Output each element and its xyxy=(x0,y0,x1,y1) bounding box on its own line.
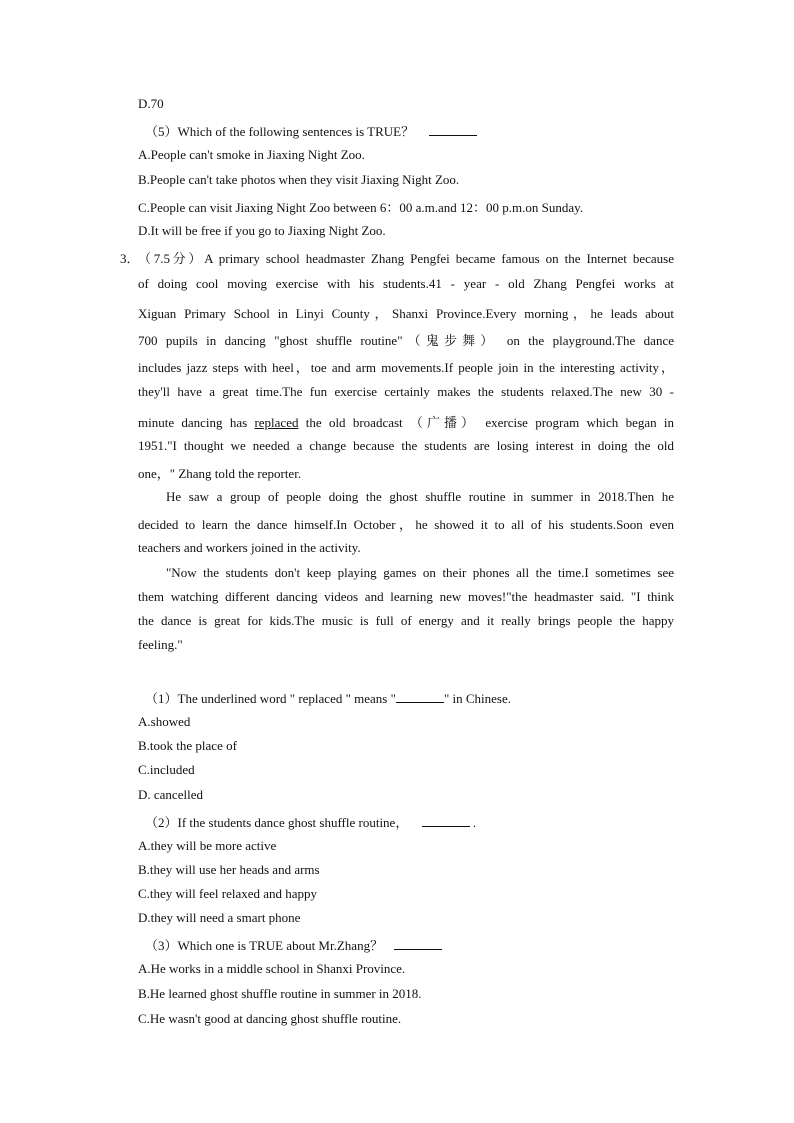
sub1-stem xyxy=(145,688,511,707)
q5-option-a: A.People can't smoke in Jiaxing Night Zoo. xyxy=(138,147,365,162)
passage-line: one，" Zhang told the reporter. xyxy=(138,466,302,481)
passage-line: feeling." xyxy=(138,637,183,652)
sub1-stem-after: " in Chinese. xyxy=(443,691,511,706)
passage-line: Xiguan Primary School in Linyi County，Shanxi Province.Every morning，he leads about xyxy=(138,306,674,321)
answer-blank[interactable] xyxy=(422,825,470,827)
sub2-option-a: A.they will be more active xyxy=(138,838,277,853)
sub1-option-d: D. cancelled xyxy=(138,787,203,802)
sub3-option-a: A.He works in a middle school in Shanxi Province. xyxy=(138,961,406,976)
passage-line: they'll have a great time.The fun exercise certainly makes the students relaxed.The new 30 - xyxy=(138,384,674,399)
sub2-option-b: B.they will use her heads and arms xyxy=(138,862,320,877)
sub2-option-c: C.they will feel relaxed and happy xyxy=(138,886,318,901)
sub2-option-d: D.they will need a smart phone xyxy=(138,910,301,925)
passage-line: 700 pupils in dancing "ghost shuffle routine"（鬼步舞） on the playground.The dance xyxy=(138,333,674,348)
passage-line: He saw a group of people doing the ghost shuffle routine in summer in 2018.Then he xyxy=(166,489,674,504)
sub1-option-a: A.showed xyxy=(138,714,191,729)
passage-line: includes jazz steps with heel，toe and arm movements.If people join in the interesting activity， xyxy=(138,360,674,375)
answer-blank[interactable] xyxy=(394,948,442,950)
question-number: 3． xyxy=(120,251,140,266)
q5-option-c: C.People can visit Jiaxing Night Zoo between 6：00 a.m.and 12：00 p.m.on Sunday. xyxy=(138,200,584,215)
sub3-option-b: B.He learned ghost shuffle routine in summer in 2018. xyxy=(138,986,422,1001)
sub2-stem-before: （2）If the students dance ghost shuffle routine， xyxy=(145,815,409,830)
passage-line-underlined xyxy=(138,412,674,431)
sub1-option-c: C.included xyxy=(138,762,195,777)
passage-line: the dance is great for kids.The music is full of energy and it really brings people the happy xyxy=(138,613,674,628)
passage-line: 1951."I thought we needed a change because the students are losing interest in doing the old xyxy=(138,438,674,453)
answer-blank[interactable] xyxy=(396,701,444,703)
passage-line: "Now the students don't keep playing games on their phones all the time.I sometimes see xyxy=(166,565,674,580)
sub2-stem xyxy=(145,812,476,831)
sub3-stem xyxy=(145,935,442,954)
q5-stem xyxy=(145,121,477,140)
option-d-prev: D.70 xyxy=(138,96,164,111)
q5-option-d: D.It will be free if you go to Jiaxing Night Zoo. xyxy=(138,223,386,238)
passage-line: of doing cool moving exercise with his students.41 - year - old Zhang Pengfei works at xyxy=(138,276,674,291)
q5-stem-text: （5）Which of the following sentences is TRUE？ xyxy=(145,124,415,139)
text-after: the old broadcast （广播） exercise program which began in xyxy=(305,415,675,430)
passage-line: teachers and workers joined in the activity. xyxy=(138,540,361,555)
q5-option-b: B.People can't take photos when they visit Jiaxing Night Zoo. xyxy=(138,172,460,187)
sub2-stem-after: . xyxy=(472,815,477,830)
sub3-option-c: C.He wasn't good at dancing ghost shuffle routine. xyxy=(138,1011,402,1026)
answer-blank[interactable] xyxy=(429,134,477,136)
text-before: minute dancing has xyxy=(138,415,248,430)
passage-line: them watching different dancing videos and learning new moves!"the headmaster said. "I think xyxy=(138,589,674,604)
passage-line: decided to learn the dance himself.In October，he showed it to all of his students.Soon even xyxy=(138,517,674,532)
sub1-stem-before: （1）The underlined word " replaced " means " xyxy=(145,691,396,706)
sub3-stem-text: （3）Which one is TRUE about Mr.Zhang？ xyxy=(145,938,384,953)
underlined-word: replaced xyxy=(254,415,299,430)
sub1-option-b: B.took the place of xyxy=(138,738,237,753)
passage-line: （7.5分）A primary school headmaster Zhang Pengfei became famous on the Internet because xyxy=(138,251,674,266)
